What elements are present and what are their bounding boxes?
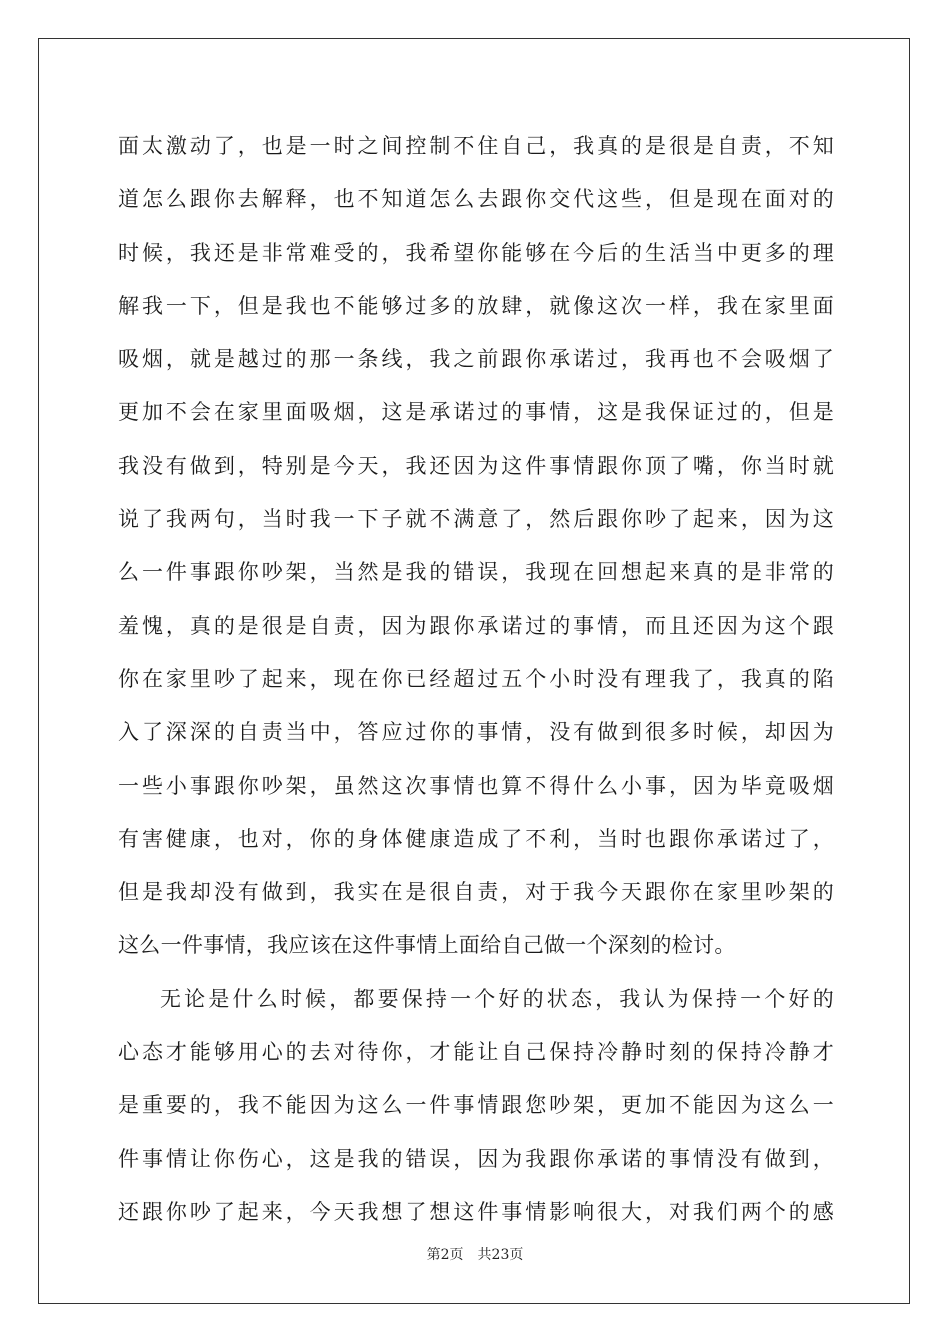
page-number: 第2页 bbox=[426, 1247, 464, 1263]
text-line: 解我一下，但是我也不能够过多的放肆，就像这次一样，我在家里面 bbox=[118, 293, 834, 318]
text-line: 有害健康，也对，你的身体健康造成了不利，当时也跟你承诺过了， bbox=[118, 826, 834, 851]
text-line: 羞愧，真的是很是自责，因为跟你承诺过的事情，而且还因为这个跟 bbox=[118, 613, 834, 638]
text-line: 时候，我还是非常难受的，我希望你能够在今后的生活当中更多的理 bbox=[118, 240, 834, 265]
text-line: 这么一件事情，我应该在这件事情上面给自己做一个深刻的检讨。 bbox=[118, 933, 736, 958]
text-line: 你在家里吵了起来，现在你已经超过五个小时没有理我了，我真的陷 bbox=[118, 666, 834, 691]
text-line-indented: 无论是什么时候，都要保持一个好的状态，我认为保持一个好的 bbox=[160, 986, 834, 1011]
text-line: 面太激动了，也是一时之间控制不住自己，我真的是很是自责，不知 bbox=[118, 134, 834, 158]
text-line: 吸烟，就是越过的那一条线，我之前跟你承诺过，我再也不会吸烟了 bbox=[118, 347, 834, 372]
text-line: 更加不会在家里面吸烟，这是承诺过的事情，这是我保证过的，但是 bbox=[118, 400, 834, 425]
text-line: 心态才能够用心的去对待你，才能让自己保持冷静时刻的保持冷静才 bbox=[118, 1040, 834, 1065]
text-line: 还跟你吵了起来，今天我想了想这件事情影响很大，对我们两个的感 bbox=[118, 1199, 834, 1224]
text-line: 说了我两句，当时我一下子就不满意了，然后跟你吵了起来，因为这 bbox=[118, 507, 834, 532]
text-line: 但是我却没有做到，我实在是很自责，对于我今天跟你在家里吵架的 bbox=[118, 880, 834, 905]
text-line: 一些小事跟你吵架，虽然这次事情也算不得什么小事，因为毕竟吸烟 bbox=[118, 773, 834, 798]
text-line: 道怎么跟你去解释，也不知道怎么去跟你交代这些，但是现在面对的 bbox=[118, 187, 834, 212]
page-footer bbox=[0, 1244, 950, 1264]
page-total: 共23页 bbox=[477, 1247, 524, 1263]
text-line: 是重要的，我不能因为这么一件事情跟您吵架，更加不能因为这么一 bbox=[118, 1093, 834, 1118]
text-line: 入了深深的自责当中，答应过你的事情，没有做到很多时候，却因为 bbox=[118, 720, 834, 745]
text-line: 我没有做到，特别是今天，我还因为这件事情跟你顶了嘴，你当时就 bbox=[118, 453, 834, 478]
document-body bbox=[118, 120, 834, 1239]
text-line: 件事情让你伤心，这是我的错误，因为我跟你承诺的事情没有做到， bbox=[118, 1146, 834, 1171]
text-line: 么一件事跟你吵架，当然是我的错误，我现在回想起来真的是非常的 bbox=[118, 560, 834, 585]
